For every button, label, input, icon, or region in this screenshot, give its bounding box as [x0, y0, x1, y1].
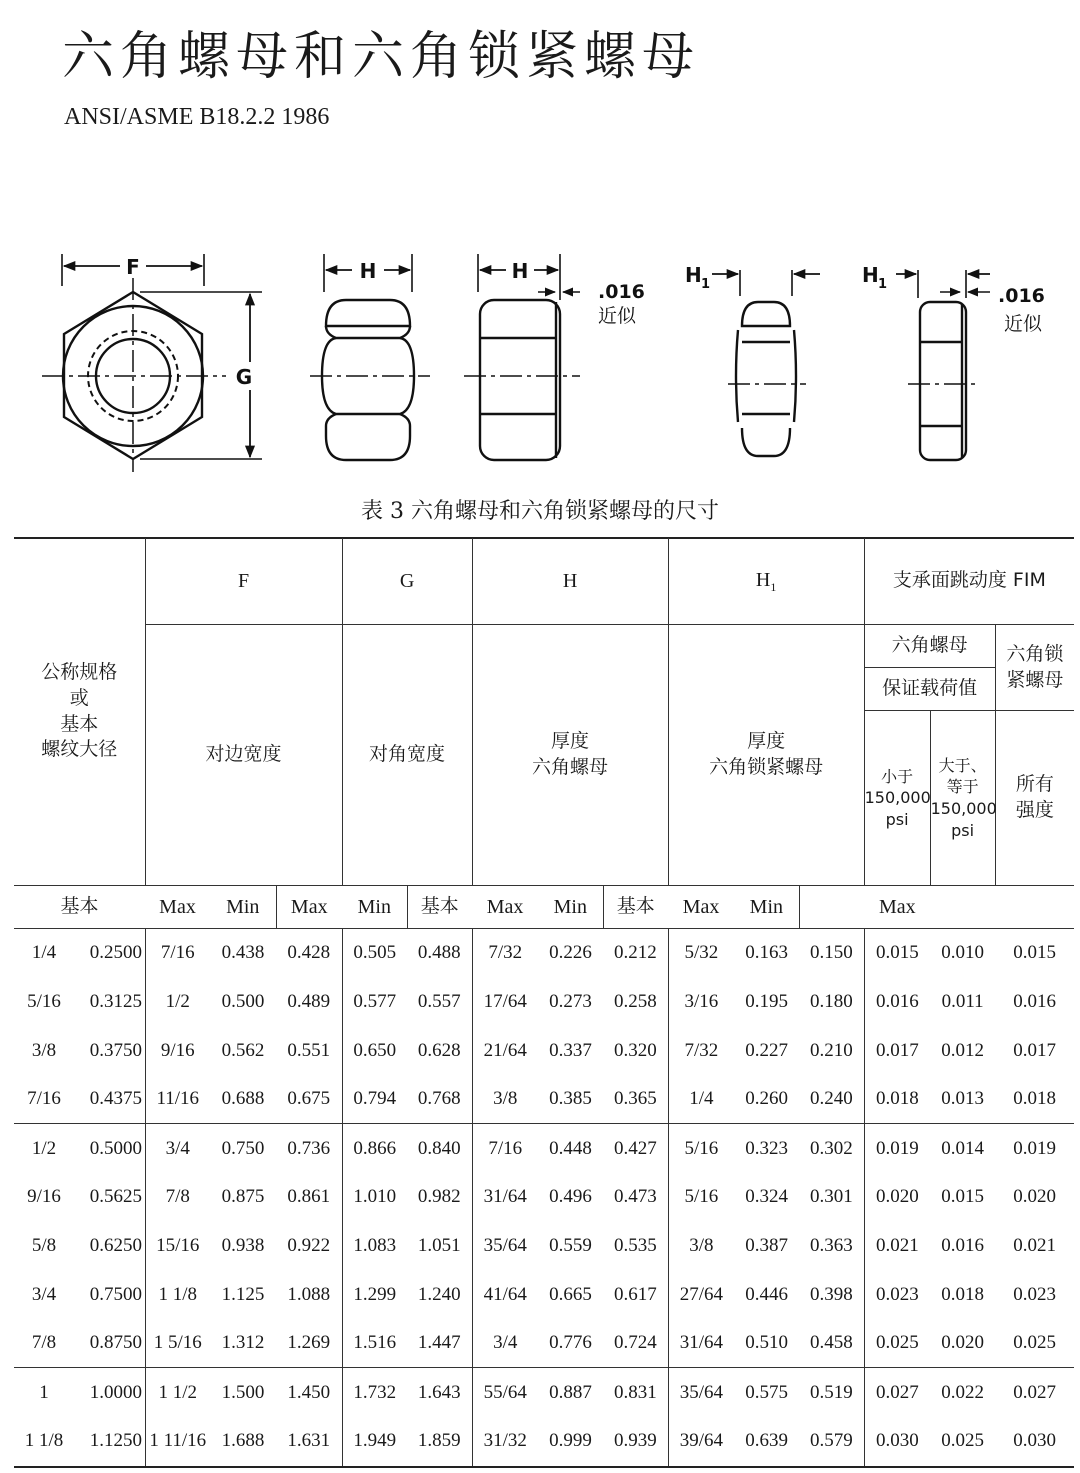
table-cell: 31/64 — [668, 1319, 734, 1368]
table-cell: 1.500 — [221, 1381, 265, 1403]
table-cell: 1.010 — [342, 1173, 407, 1222]
nominal-size: 1/4 0.2500 — [31, 942, 142, 964]
table-cell: 0.258 — [613, 991, 657, 1013]
table-cell: 0.016 — [941, 1235, 984, 1257]
table-cell: 0.025 — [1013, 1332, 1056, 1354]
label-h1: H — [685, 263, 702, 287]
table-cell: 1/4 — [668, 1075, 734, 1124]
nominal-size: 3/8 0.3750 — [31, 1039, 142, 1061]
fim-less-than: 小于 150,000 psi — [864, 711, 930, 886]
nominal-size: 1/2 0.5000 — [31, 1137, 142, 1159]
sub-max: Max — [486, 895, 524, 918]
table-cell: 1 11/16 — [145, 1417, 210, 1467]
table-cell: 1.859 — [417, 1430, 461, 1452]
lock-nut-side-view — [712, 270, 820, 456]
table-cell: 0.195 — [745, 991, 788, 1013]
label-f: F — [126, 255, 140, 279]
nominal-size: 7/8 0.8750 — [31, 1332, 142, 1354]
sub-min: Min — [357, 895, 391, 918]
nominal-size: 9/16 0.5625 — [27, 1186, 142, 1208]
label-g: G — [235, 365, 253, 389]
nominal-size: 3/4 0.7500 — [31, 1283, 142, 1305]
table-cell: 7/32 — [472, 929, 538, 978]
fim-proof-load: 保证载荷值 — [864, 668, 995, 711]
table-cell: 5/16 — [668, 1124, 734, 1173]
table-cell: 0.025 — [941, 1430, 984, 1452]
table-cell: 0.013 — [941, 1088, 984, 1110]
table-cell: 1.312 — [221, 1332, 265, 1354]
table-cell: 0.438 — [221, 942, 265, 964]
table-cell: 0.500 — [221, 991, 265, 1013]
standard-reference: ANSI/ASME B18.2.2 1986 — [64, 104, 330, 130]
dimensions-table — [14, 538, 1074, 1468]
fim-greater-equal: 大于、 等于 150,000 psi — [930, 711, 995, 886]
table-cell: 41/64 — [472, 1270, 538, 1319]
table-cell: 0.650 — [342, 1026, 407, 1075]
table-cell: 0.551 — [287, 1039, 331, 1061]
table-cell: 0.337 — [549, 1039, 592, 1061]
table-cell: 0.260 — [745, 1088, 788, 1110]
table-row — [14, 1075, 1074, 1124]
table-cell: 1.732 — [342, 1368, 407, 1417]
table-cell: 1 1/8 — [145, 1270, 210, 1319]
table-cell: 0.320 — [613, 1039, 657, 1061]
table-cell: 11/16 — [145, 1075, 210, 1124]
table-cell: 0.577 — [342, 978, 407, 1027]
table-cell: 0.227 — [745, 1039, 788, 1061]
table-cell: 1.688 — [221, 1430, 265, 1452]
offset-value: .016 — [598, 281, 645, 303]
table-cell: 0.015 — [864, 929, 930, 978]
table-cell: 0.557 — [417, 991, 461, 1013]
table-cell: 5/16 — [668, 1173, 734, 1222]
group-h-header: H — [472, 538, 668, 625]
lock-nut-washer-face-view — [896, 270, 990, 460]
table-cell: 0.010 — [941, 942, 984, 964]
fim-lock-nut: 六角锁 紧螺母 — [995, 625, 1074, 711]
table-cell: 0.015 — [941, 1186, 984, 1208]
label-h1-washer-sub: 1 — [878, 277, 888, 292]
table-cell: 1.631 — [287, 1430, 331, 1452]
hex-washer-face-view — [464, 254, 580, 460]
table-cell: 0.020 — [864, 1173, 930, 1222]
desc-g: 对角宽度 — [342, 625, 472, 886]
nominal-size: 5/8 0.6250 — [31, 1235, 142, 1257]
table-cell: 0.023 — [1013, 1283, 1056, 1305]
table-cell: 0.575 — [745, 1381, 788, 1403]
table-cell: 0.675 — [287, 1088, 331, 1110]
table-cell: 0.363 — [809, 1235, 853, 1257]
table-cell: 1.447 — [417, 1332, 461, 1354]
table-cell: 0.018 — [864, 1075, 930, 1124]
table-cell: 35/64 — [668, 1368, 734, 1417]
table-cell: 9/16 — [145, 1026, 210, 1075]
table-cell: 0.535 — [613, 1235, 657, 1257]
table-cell: 0.776 — [549, 1332, 592, 1354]
table-row — [14, 978, 1074, 1027]
table-row — [14, 1173, 1074, 1222]
table-cell: 5/32 — [668, 929, 734, 978]
table-cell: 0.688 — [221, 1088, 265, 1110]
table-cell: 17/64 — [472, 978, 538, 1027]
table-cell: 0.428 — [287, 942, 331, 964]
table-row — [14, 1124, 1074, 1173]
table-cell: 0.273 — [549, 991, 592, 1013]
table-cell: 1.949 — [342, 1417, 407, 1467]
table-cell: 0.489 — [287, 991, 331, 1013]
table-cell: 0.939 — [613, 1430, 657, 1452]
table-cell: 0.022 — [941, 1381, 984, 1403]
table-row — [14, 1026, 1074, 1075]
table-cell: 7/8 — [145, 1173, 210, 1222]
table-cell: 0.562 — [221, 1039, 265, 1061]
table-cell: 31/32 — [472, 1417, 538, 1467]
table-cell: 0.496 — [549, 1186, 592, 1208]
table-row — [14, 1319, 1074, 1368]
table-cell: 0.012 — [941, 1039, 984, 1061]
table-cell: 55/64 — [472, 1368, 538, 1417]
table-cell: 0.018 — [941, 1283, 984, 1305]
offset-value-lock: .016 — [998, 285, 1045, 307]
table-cell: 0.458 — [809, 1332, 853, 1354]
table-cell: 0.982 — [417, 1186, 461, 1208]
table-cell: 1.299 — [342, 1270, 407, 1319]
table-cell: 0.027 — [864, 1368, 930, 1417]
table-cell: 0.019 — [1013, 1137, 1056, 1159]
table-cell: 0.398 — [809, 1283, 853, 1305]
table-cell: 0.015 — [1013, 942, 1056, 964]
table-row — [14, 1222, 1074, 1271]
table-cell: 0.014 — [941, 1137, 984, 1159]
table-cell: 0.579 — [809, 1430, 853, 1452]
group-f-header: F — [145, 538, 342, 625]
label-h1-sub: 1 — [701, 277, 711, 292]
sub-max: Max — [159, 895, 196, 918]
table-cell: 0.018 — [1013, 1088, 1056, 1110]
table-cell: 0.488 — [417, 942, 461, 964]
sub-min: Min — [553, 895, 587, 918]
table-cell: 3/4 — [145, 1124, 210, 1173]
table-cell: 1.643 — [417, 1381, 461, 1403]
table-cell: 0.016 — [1013, 991, 1056, 1013]
table-cell: 0.021 — [864, 1222, 930, 1271]
table-cell: 7/32 — [668, 1026, 734, 1075]
group-h1-header: $H_1$ — [668, 538, 864, 625]
table-cell: 0.639 — [745, 1430, 788, 1452]
table-cell: 0.210 — [809, 1039, 853, 1061]
fim-hex-nut: 六角螺母 — [864, 625, 995, 668]
sub-max: Max — [682, 895, 720, 918]
table-cell: 0.324 — [745, 1186, 788, 1208]
table-cell: 0.017 — [864, 1026, 930, 1075]
offset-note: 近似 — [598, 305, 637, 327]
table-cell: 21/64 — [472, 1026, 538, 1075]
table-cell: 1.125 — [221, 1283, 265, 1305]
table-cell: 0.025 — [864, 1319, 930, 1368]
table-cell: 0.446 — [745, 1283, 788, 1305]
nominal-size: 1 1.0000 — [39, 1381, 142, 1403]
table-cell: 0.020 — [941, 1332, 984, 1354]
hex-top-view — [42, 254, 262, 472]
col-nominal-header: 公称规格 或 基本 螺纹大径 — [41, 661, 118, 761]
table-cell: 0.365 — [613, 1088, 657, 1110]
table-cell: 3/8 — [668, 1222, 734, 1271]
table-cell: 0.768 — [417, 1088, 461, 1110]
table-cell: 1 1/2 — [145, 1368, 210, 1417]
table-cell: 0.473 — [613, 1186, 657, 1208]
table-cell: 0.427 — [613, 1137, 657, 1159]
table-cell: 0.750 — [221, 1137, 265, 1159]
sub-min: Min — [749, 895, 783, 918]
table-cell: 7/16 — [472, 1124, 538, 1173]
page-title: 六角螺母和六角锁紧螺母 — [62, 27, 701, 87]
table-cell: 35/64 — [472, 1222, 538, 1271]
table-cell: 0.831 — [613, 1381, 657, 1403]
nominal-size: 7/16 0.4375 — [27, 1088, 142, 1110]
table-cell: 39/64 — [668, 1417, 734, 1467]
table-cell: 3/4 — [472, 1319, 538, 1368]
table-row — [14, 1270, 1074, 1319]
table-cell: 0.023 — [864, 1270, 930, 1319]
table-cell: 1.051 — [417, 1235, 461, 1257]
table-cell: 1/2 — [145, 978, 210, 1027]
offset-note-lock: 近似 — [1004, 313, 1043, 335]
table-cell: 1 5/16 — [145, 1319, 210, 1368]
sub-max: Max — [276, 886, 342, 929]
table-cell: 0.617 — [613, 1283, 657, 1305]
table-cell: 0.840 — [417, 1137, 461, 1159]
hex-side-view — [310, 254, 430, 460]
table-cell: 0.736 — [287, 1137, 331, 1159]
table-cell: 0.017 — [1013, 1039, 1056, 1061]
table-cell: 1.240 — [417, 1283, 461, 1305]
table-cell: 0.387 — [745, 1235, 788, 1257]
table-cell: 0.385 — [549, 1088, 592, 1110]
table-cell: 7/16 — [145, 929, 210, 978]
table-cell: 1.088 — [287, 1283, 331, 1305]
table-cell: 0.875 — [221, 1186, 265, 1208]
table-cell: 0.019 — [864, 1124, 930, 1173]
table-cell: 0.180 — [809, 991, 853, 1013]
table-cell: 0.866 — [342, 1124, 407, 1173]
table-cell: 0.212 — [613, 942, 657, 964]
table-cell: 15/16 — [145, 1222, 210, 1271]
table-cell: 0.628 — [417, 1039, 461, 1061]
table-cell: 0.510 — [745, 1332, 788, 1354]
sub-basic: 基本 — [603, 886, 668, 929]
table-cell: 0.724 — [613, 1332, 657, 1354]
group-g-header: G — [342, 538, 472, 625]
table-cell: 0.011 — [941, 991, 984, 1013]
table-cell: 0.020 — [1013, 1186, 1056, 1208]
table-cell: 0.302 — [809, 1137, 853, 1159]
desc-h1: 厚度 六角锁紧螺母 — [668, 625, 864, 886]
nominal-size: 1 1/8 1.1250 — [24, 1430, 142, 1452]
table-cell: 0.163 — [745, 942, 788, 964]
table-cell: 31/64 — [472, 1173, 538, 1222]
table-cell: 0.226 — [549, 942, 592, 964]
table-cell: 0.922 — [287, 1235, 331, 1257]
table-cell: 1.450 — [287, 1381, 331, 1403]
table-caption: 表 3 六角螺母和六角锁紧螺母的尺寸 — [361, 499, 719, 524]
table-cell: 0.794 — [342, 1075, 407, 1124]
table-row — [14, 1368, 1074, 1417]
table-cell: 1.269 — [287, 1332, 331, 1354]
table-cell: 0.030 — [864, 1417, 930, 1467]
desc-f: 对边宽度 — [145, 625, 342, 886]
table-cell: 0.150 — [809, 942, 853, 964]
table-cell: 0.323 — [745, 1137, 788, 1159]
group-fim-header: 支承面跳动度 FIM — [864, 538, 1074, 625]
nominal-size: 5/16 0.3125 — [27, 991, 142, 1013]
table-cell: 0.016 — [864, 978, 930, 1027]
sub-min: Min — [226, 895, 260, 918]
label-h: H — [359, 259, 377, 283]
fim-all-strength: 所有 强度 — [995, 711, 1074, 886]
label-h-washer: H — [511, 259, 529, 283]
table-cell: 0.861 — [287, 1186, 331, 1208]
label-h1-washer: H — [862, 263, 879, 287]
table-cell: 1.083 — [342, 1222, 407, 1271]
table-cell: 0.665 — [549, 1283, 592, 1305]
table-cell: 0.938 — [221, 1235, 265, 1257]
desc-h: 厚度 六角螺母 — [472, 625, 668, 886]
table-cell: 0.240 — [809, 1088, 853, 1110]
table-cell: 0.027 — [1013, 1381, 1056, 1403]
table-cell: 0.519 — [809, 1381, 853, 1403]
table-cell: 0.505 — [342, 929, 407, 978]
table-cell: 0.999 — [549, 1430, 592, 1452]
sub-basic: 基本 — [60, 895, 99, 918]
sub-basic: 基本 — [407, 886, 472, 929]
table-cell: 0.448 — [549, 1137, 592, 1159]
table-cell: 0.021 — [1013, 1235, 1056, 1257]
table-cell: 0.887 — [549, 1381, 592, 1403]
table-cell: 3/16 — [668, 978, 734, 1027]
table-cell: 3/8 — [472, 1075, 538, 1124]
table-cell: 0.301 — [809, 1186, 853, 1208]
nut-drawings — [0, 230, 1080, 490]
table-cell: 27/64 — [668, 1270, 734, 1319]
table-row — [14, 1417, 1074, 1467]
table-cell: 1.516 — [342, 1319, 407, 1368]
table-cell: 0.559 — [549, 1235, 592, 1257]
table-row — [14, 929, 1074, 978]
sub-max: Max — [799, 886, 995, 929]
table-cell: 0.030 — [1013, 1430, 1056, 1452]
